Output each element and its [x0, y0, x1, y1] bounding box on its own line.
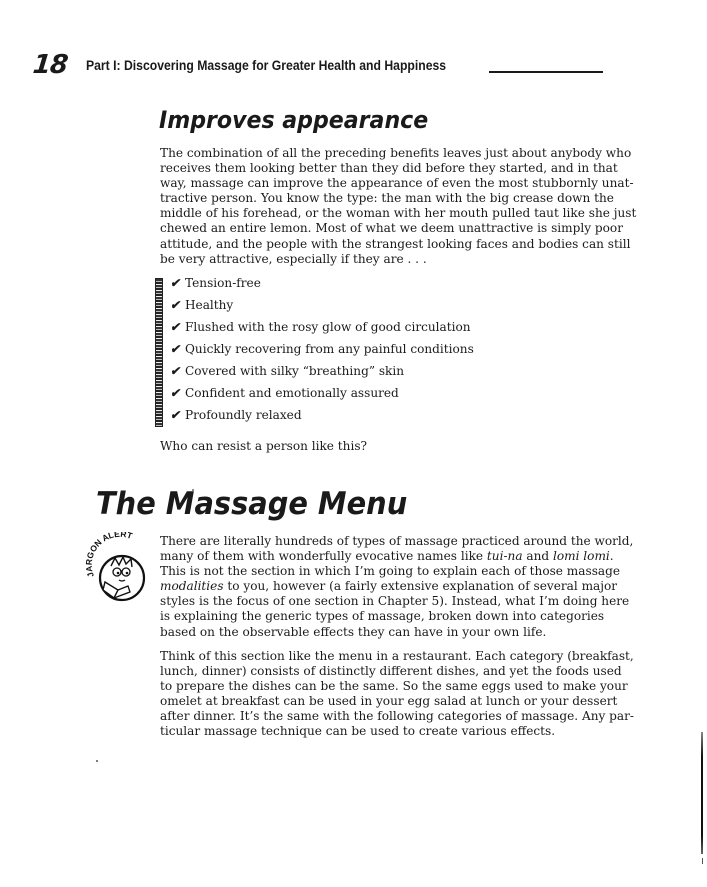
text-line: middle of his forehead, or the woman with her mouth pulled taut like she just — [160, 206, 637, 221]
text-line: is explaining the generic types of massage, broken down into categories — [160, 609, 605, 624]
term-modalities: modalities — [160, 579, 224, 594]
term-lomi-lomi: lomi lomi — [552, 549, 610, 564]
paragraph-improves-appearance — [160, 146, 637, 267]
check-mark-icon: ✔ — [169, 298, 183, 312]
list-item-text: Confident and emotionally assured — [185, 386, 399, 400]
text-line: lunch, dinner) consists of distinctly different dishes, and yet the foods used — [160, 664, 622, 679]
list-item-text: Quickly recovering from any painful conditions — [185, 342, 474, 356]
section-heading-improves-appearance: Improves appearance — [159, 106, 429, 134]
text-line: receives them looking better than they did before they started, and in that — [160, 161, 618, 176]
text-line — [160, 549, 620, 564]
section-heading-massage-menu: The Massage Menu — [96, 486, 408, 522]
text-line: ticular massage technique can be used to create various effects. — [160, 724, 556, 739]
text-line: be very attractive, especially if they are . . . — [160, 251, 427, 266]
list-item — [171, 364, 404, 378]
list-item-text: Flushed with the rosy glow of good circulation — [185, 320, 471, 334]
list-item-text: Covered with silky “breathing” skin — [185, 364, 405, 378]
page-edge-mark — [702, 858, 703, 864]
jargon-alert-label: JARGON ALERT — [84, 532, 134, 579]
page-edge-line — [701, 732, 703, 854]
list-item — [171, 276, 261, 290]
list-item-text: Tension-free — [185, 276, 261, 290]
text-segment: and — [522, 549, 553, 564]
check-mark-icon: ✔ — [169, 276, 183, 290]
text-segment: . — [609, 549, 614, 564]
text-line: styles is the focus of one section in Chapter 5). Instead, what I’m doing here — [160, 594, 630, 609]
list-item — [171, 342, 474, 356]
term-tui-na: tui-na — [486, 549, 523, 564]
check-mark-icon: ✔ — [169, 408, 183, 422]
text-line: attitude, and the people with the strangest looking faces and bodies can still — [160, 236, 631, 251]
text-line: way, massage can improve the appearance of even the most stubbornly unat- — [160, 176, 634, 191]
text-line: chewed an entire lemon. Most of what we deem unattractive is simply poor — [160, 221, 623, 236]
list-item — [171, 386, 399, 400]
check-mark-icon: ✔ — [169, 342, 183, 356]
text-line: Think of this section like the menu in a restaurant. Each category (breakfast, — [160, 649, 634, 663]
header-rule — [489, 71, 603, 73]
text-line: There are literally hundreds of types of massage practiced around the world, — [160, 534, 634, 548]
check-mark-icon: ✔ — [169, 386, 183, 400]
text-line: to prepare the dishes can be the same. So the same eggs used to make your — [160, 679, 628, 694]
text-line: omelet at breakfast can be used in your egg salad at lunch or your dessert — [160, 694, 618, 709]
text-line: after dinner. It’s the same with the following categories of massage. Any par- — [160, 709, 634, 724]
paragraph-massage-menu-intro — [160, 534, 634, 640]
running-head: Part I: Discovering Massage for Greater Health and Happiness — [86, 58, 447, 74]
stray-mark — [96, 760, 98, 762]
text-line: tractive person. You know the type: the man with the big crease down the — [160, 191, 614, 206]
text-line: The combination of all the preceding benefits leaves just about anybody who — [160, 146, 632, 160]
list-item-text: Healthy — [185, 298, 234, 312]
list-item — [171, 408, 302, 422]
list-item-text: Profoundly relaxed — [185, 408, 302, 422]
check-mark-icon: ✔ — [169, 364, 183, 378]
bullet-list-bar — [155, 278, 163, 427]
text-line — [160, 579, 620, 594]
bullet-list — [155, 276, 485, 426]
text-segment: to you, however (a fairly extensive explanation of several major — [223, 579, 618, 594]
list-item — [171, 320, 471, 334]
text-line: This is not the section in which I’m going to explain each of those massage — [160, 564, 621, 579]
text-segment: many of them with wonderfully evocative names like — [160, 549, 487, 564]
check-mark-icon: ✔ — [169, 320, 183, 334]
paragraph-menu-analogy — [160, 649, 634, 740]
closing-question: Who can resist a person like this? — [160, 439, 368, 453]
page-number: 18 — [31, 50, 69, 80]
jargon-alert-icon — [84, 532, 156, 606]
jargon-alert-graphic — [84, 532, 156, 606]
list-item — [171, 298, 233, 312]
text-line: based on the observable effects they can have in your own life. — [160, 624, 547, 639]
